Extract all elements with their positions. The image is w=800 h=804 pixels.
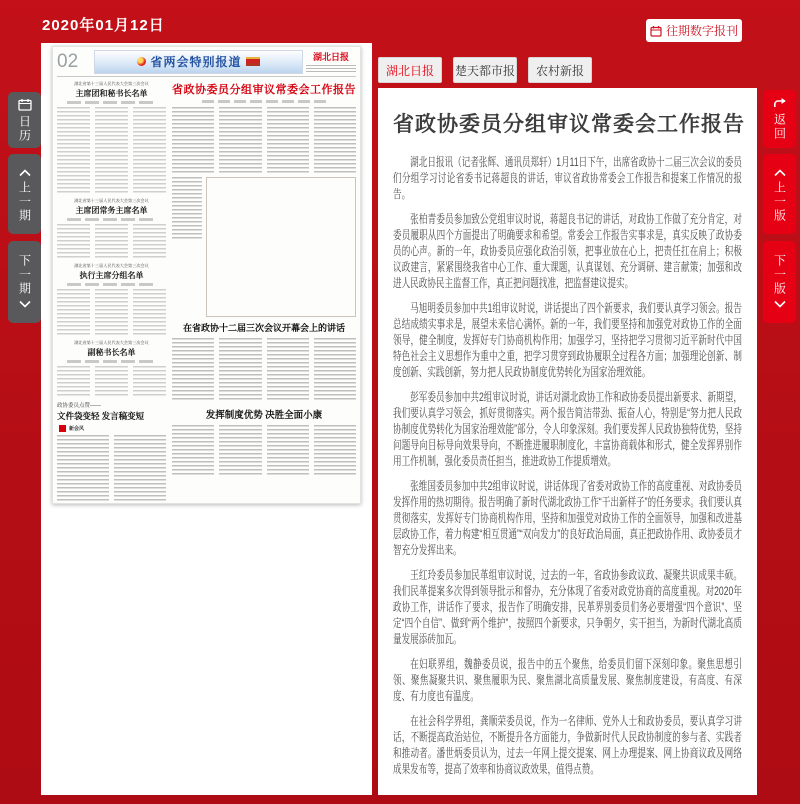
list-title: 主席团和秘书长名单 — [75, 89, 148, 98]
thumb-main-headline: 省政协委员分组审议常委会工作报告 — [172, 84, 356, 96]
article-paragraph: 马旭明委员参加中共1组审议时说，讲话提出了四个新要求，我们要认真学习领会。报告总结成绩实事求是，展望未来信心满怀。新的一年，我们要坚持和加强党对政协工作的全面领导，健全制度，发挥好专门协商机构作用；加强学习，坚持把学习贯彻习近平新时代中国特色社会主义思想作为重中之重，把学习贯穿到政协履职全过程各方面；加强理论创新、制度创新、实践创新，努力把人民政协制度优势转化为国家治理效能。 — [393, 301, 742, 379]
list-title: 执行主席分组名单 — [79, 271, 144, 280]
bottom-headline: 发挥制度优势 决胜全面小康 — [205, 411, 323, 421]
article-paragraph: 王红玲委员参加民革组审议时说，过去的一年，省政协参政议政、凝聚共识成果丰硕。我们民革提案多次得到领导批示和督办，充分体现了省委对政党协商的高度重视。对2020年政协工作，讲话作了要求，报告作了明确安排，民革界别委员们务必要增强“四个意识”、坚定“四个自信”、做到“两个维护”，按照四个新要求，只争朝夕，实干担当，为新时代湖北高质量发展添砖加瓦。 — [393, 568, 742, 646]
chevron-up-icon — [18, 166, 32, 180]
tab-chutian-metropolis[interactable]: 楚天都市报 — [453, 57, 517, 83]
list-superline: 湖北省第十三届人民代表大会第三次会议 — [74, 263, 149, 268]
article-paragraph: 在社会科学界组，龚顺荣委员说，作为一名律师、党外人士和政协委员，要认真学习讲话，不断提高政治站位，不断提升各方面能力，争做新时代人民政协制度的参与者、实践者和推动者。潘世炳委员认为，过去一年网上提交提案、网上办理提案、网上协商议政及网络成果发布等，提高了效率和协商议政效果，值得点赞。 — [393, 714, 742, 776]
article-panel — [378, 88, 757, 795]
list-superline: 湖北省第十三届人民代表大会第三次会议 — [74, 340, 149, 345]
conference-photo — [206, 177, 356, 317]
next-page-button[interactable] — [763, 241, 796, 323]
red-mark-icon — [59, 425, 66, 432]
issue-date: 2020年01月12日 — [42, 17, 165, 34]
back-button-label: 返回 — [772, 113, 787, 141]
calendar-sidebar-button[interactable] — [8, 92, 41, 148]
prev-issue-button[interactable] — [8, 154, 41, 234]
article-body — [393, 154, 742, 777]
newspaper-tabs — [378, 57, 592, 83]
return-arrow-icon — [772, 97, 787, 112]
note-headline: 文件袋变轻 发言稿变短 — [57, 411, 145, 421]
archive-button-label: 往期数字报刊 — [665, 24, 738, 38]
special-report-banner — [94, 50, 303, 74]
emblem-icon — [137, 57, 146, 66]
tab-hubei-daily[interactable]: 湖北日报 — [378, 57, 442, 83]
tab-rural-news[interactable]: 农村新报 — [528, 57, 592, 83]
newspaper-page-thumbnail[interactable] — [52, 46, 361, 504]
masthead-name: 湖北日报 — [312, 52, 349, 62]
note-superline: 政协委员点赞—— — [57, 403, 102, 409]
prev-issue-label: 上一期 — [17, 180, 32, 223]
list-title: 主席团常务主席名单 — [75, 206, 148, 215]
speech-headline: 在省政协十二届三次会议开幕会上的讲话 — [182, 323, 345, 333]
sub-mark-label: 新会风 — [69, 426, 85, 432]
chevron-up-icon — [773, 166, 787, 180]
building-icon — [246, 57, 260, 66]
list-title: 副秘书长名单 — [87, 348, 136, 357]
calendar-icon — [18, 98, 32, 114]
archive-button[interactable] — [646, 19, 742, 42]
article-paragraph: 在妇联界组，魏静委员说，报告中的五个聚焦，给委员们留下深刻印象。聚焦思想引领、聚焦凝聚共识、聚焦履职为民、聚焦湖北高质量发展、聚焦制度建设，有高度、有深度、有力度也有温度。 — [393, 657, 742, 703]
next-issue-button[interactable] — [8, 241, 41, 323]
calendar-button-label: 日历 — [17, 114, 32, 143]
chevron-down-icon — [18, 297, 32, 311]
masthead — [306, 50, 356, 73]
masthead-meta — [306, 65, 356, 73]
article-title: 省政协委员分组审议常委会工作报告 — [393, 113, 745, 136]
page-thumbnail-panel — [41, 43, 372, 795]
next-page-label: 下一版 — [772, 253, 787, 296]
banner-title: 省两会特别报道 — [150, 55, 242, 69]
back-button[interactable] — [763, 90, 796, 148]
page-number: 02 — [57, 50, 79, 72]
prev-page-label: 上一版 — [772, 180, 787, 223]
chevron-down-icon — [773, 297, 787, 311]
article-paragraph: 张柏青委员参加致公党组审议时说，蒋超良书记的讲话，对政协工作做了充分肯定，对委员履职从四个方面提出了明确要求和希望。常委会工作报告实事求是，真实反映了政协委员的心声。新的一年，政协委员应强化政治引领，把事业放在心上，把责任扛在肩上；积极议政建言，紧紧围绕我省中心工作、重大课题，认真谋划、充分调研、建言献策；加强和改进人民政协民主监督工作，真正把问题找准，把监督建议提实。 — [393, 212, 742, 290]
photo-caption-column — [172, 177, 202, 317]
prev-page-button[interactable] — [763, 154, 796, 234]
article-paragraph: 湖北日报讯（记者张辉、通讯员郑轩）1月11日下午，出席省政协十二届三次会议的委员们分组学习讨论省委书记蒋超良的讲话，审议省政协常委会工作报告和提案工作情况的报告。 — [393, 155, 742, 201]
list-superline: 湖北省第十三届人民代表大会第三次会议 — [74, 81, 149, 86]
list-superline: 湖北省第十三届人民代表大会第三次会议 — [74, 198, 149, 203]
article-paragraph: 张维国委员参加中共2组审议时说，讲话体现了省委对政协工作的高度重视、对政协委员发挥作用的热切期待。报告明确了新时代湖北政协工作“干出新样子”的任务要求。我们要认真贯彻落实，发挥好专门协商机构作用，坚持和加强党对政协工作的全面领导，加强和改进基层政协工作，着力构建“相互贯通”“双向发力”的良好政治局面，真正把政协作用、政协委员才智充分发挥出来。 — [393, 479, 742, 557]
article-paragraph: 彭军委员参加中共2组审议时说，讲话对湖北政协工作和政协委员提出新要求、新期望，我们要认真学习领会，抓好贯彻落实。两个报告简洁带劲、振奋人心，特别是“努力把人民政协制度优势转化为国家治理效能”部分，令人印象深刻。我们要发挥人民政协独特优势，坚持问题导向目标导向效果导向，不断推进履职制度化，丰富协商载体和形式，健全发挥界别作用工作机制，强化委员责任担当，推进政协工作提质增效。 — [393, 390, 742, 468]
next-issue-label: 下一期 — [17, 253, 32, 296]
calendar-icon — [650, 25, 662, 37]
